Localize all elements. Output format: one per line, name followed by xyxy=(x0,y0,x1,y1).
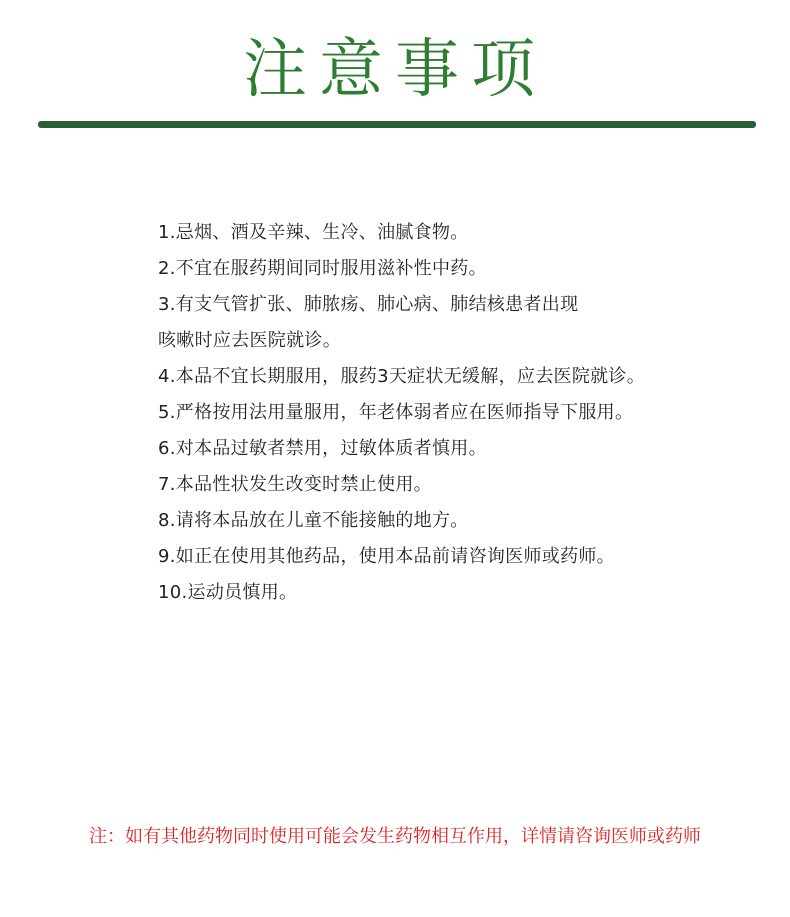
title-divider xyxy=(38,121,756,128)
page-title: 注意事项 xyxy=(243,33,547,107)
note-item-5: 5.严格按用法用量服用，年老体弱者应在医师指导下服用。 xyxy=(158,402,634,423)
note-item-2: 2.不宜在服药期间同时服用滋补性中药。 xyxy=(158,258,487,279)
precautions-list xyxy=(158,215,758,611)
note-item-4: 4.本品不宜长期服用，服药3天症状无缓解，应去医院就诊。 xyxy=(158,366,646,387)
note-item-10: 10.运动员慎用。 xyxy=(158,582,298,603)
note-item-3: 3.有支气管扩张、肺脓疡、肺心病、肺结核患者出现 xyxy=(158,294,579,315)
note-item-3-continued: 咳嗽时应去医院就诊。 xyxy=(158,330,341,351)
note-item-6: 6.对本品过敏者禁用，过敏体质者慎用。 xyxy=(158,438,487,459)
note-item-7: 7.本品性状发生改变时禁止使用。 xyxy=(158,474,432,495)
note-item-1: 1.忌烟、酒及辛辣、生冷、油腻食物。 xyxy=(158,222,469,243)
note-item-8: 8.请将本品放在儿童不能接触的地方。 xyxy=(158,510,469,531)
footer-warning: 注：如有其他药物同时使用可能会发生药物相互作用，详情请咨询医师或药师 xyxy=(89,826,701,847)
note-item-9: 9.如正在使用其他药品，使用本品前请咨询医师或药师。 xyxy=(158,546,615,567)
